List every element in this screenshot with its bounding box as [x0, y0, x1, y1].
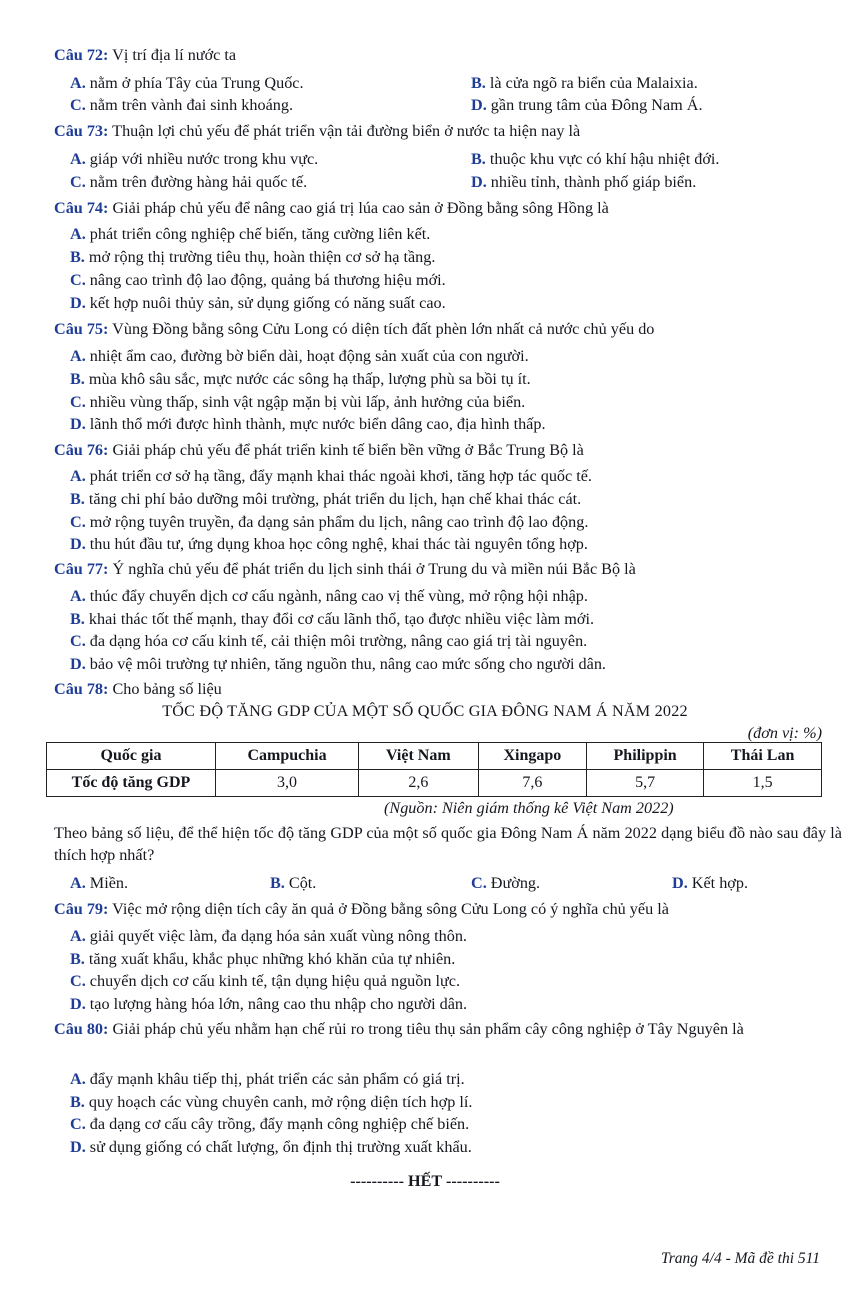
- question-80: [54, 1018, 842, 1040]
- question-number: Câu 80:: [54, 1020, 109, 1038]
- option-c: C. mở rộng tuyên truyền, đa dạng sản phẩm du lịch, nâng cao trình độ lao động.: [70, 513, 589, 531]
- table-cell: Quốc gia: [47, 743, 216, 770]
- question-78-prompt: Theo bảng số liệu, để thể hiện tốc độ tăng GDP của một số quốc gia Đông Nam Á năm 2022 dạng biểu đồ nào sau đây là thích hợp nhất?: [54, 824, 842, 865]
- option-b: B. tăng chi phí bảo dưỡng môi trường, phát triển du lịch, hạn chế khai thác cát.: [70, 490, 582, 508]
- table-cell: 7,6: [478, 770, 586, 797]
- table-header-row: [47, 743, 822, 770]
- option-d: D. sử dụng giống có chất lượng, ổn định thị trường xuất khẩu.: [70, 1138, 472, 1156]
- option-b: B. khai thác tốt thế mạnh, thay đổi cơ cấu lãnh thổ, tạo được nhiều việc làm mới.: [70, 610, 595, 628]
- table-cell: 1,5: [704, 770, 822, 797]
- option-b: B. là cửa ngõ ra biển của Malaixia.: [471, 74, 698, 92]
- gdp-table: [46, 742, 822, 797]
- table-cell: 3,0: [216, 770, 359, 797]
- option-d: D. kết hợp nuôi thủy sản, sử dụng giống có năng suất cao.: [70, 294, 446, 312]
- option-b: B. tăng xuất khẩu, khắc phục những khó khăn của tự nhiên.: [70, 950, 456, 968]
- option-c: C. nâng cao trình độ lao động, quảng bá thương hiệu mới.: [70, 271, 446, 289]
- table-cell: 5,7: [587, 770, 704, 797]
- question-number: Câu 72:: [54, 46, 109, 64]
- end-marker: ---------- HẾT ----------: [350, 1172, 500, 1190]
- question-number: Câu 73:: [54, 122, 109, 140]
- table-cell: Việt Nam: [359, 743, 479, 770]
- option-c: C. nằm trên vành đai sinh khoáng.: [70, 96, 293, 114]
- table-cell: Xingapo: [478, 743, 586, 770]
- question-74: [54, 197, 844, 219]
- question-text: Thuận lợi chủ yếu để phát triển vận tải đường biển ở nước ta hiện nay là: [108, 122, 581, 140]
- question-text: Vị trí địa lí nước ta: [108, 46, 237, 64]
- option-c: C. Đường.: [471, 874, 541, 892]
- table-cell: 2,6: [359, 770, 479, 797]
- option-a: A. nằm ở phía Tây của Trung Quốc.: [70, 74, 304, 92]
- table-cell: Thái Lan: [704, 743, 822, 770]
- option-a: A. nhiệt ẩm cao, đường bờ biển dài, hoạt động sản xuất của con người.: [70, 347, 529, 365]
- option-a: A. phát triển công nghiệp chế biến, tăng cường liên kết.: [70, 225, 431, 243]
- option-a: A. thúc đẩy chuyển dịch cơ cấu ngành, nâng cao vị thế vùng, mở rộng hội nhập.: [70, 587, 588, 605]
- table-unit: (đơn vị: %): [747, 724, 822, 742]
- table-title: TỐC ĐỘ TĂNG GDP CỦA MỘT SỐ QUỐC GIA ĐÔNG NAM Á NĂM 2022: [162, 702, 688, 720]
- option-d: D. lãnh thổ mới được hình thành, mực nước biển dâng cao, địa hình thấp.: [70, 415, 546, 433]
- table-source: (Nguồn: Niên giám thống kê Việt Nam 2022): [384, 799, 674, 817]
- question-number: Câu 79:: [54, 900, 109, 918]
- page-footer: Trang 4/4 - Mã đề thi 511: [660, 1250, 820, 1267]
- option-d: D. thu hút đầu tư, ứng dụng khoa học công nghệ, khai thác tài nguyên tổng hợp.: [70, 535, 588, 553]
- question-text: Ý nghĩa chủ yếu để phát triển du lịch sinh thái ở Trung du và miền núi Bắc Bộ là: [108, 560, 636, 578]
- question-77: [54, 558, 844, 580]
- option-d: D. gần trung tâm của Đông Nam Á.: [471, 96, 703, 114]
- question-number: Câu 76:: [54, 441, 109, 459]
- table-row: [47, 770, 822, 797]
- question-text: Cho bảng số liệu: [108, 680, 222, 698]
- option-d: D. bảo vệ môi trường tự nhiên, tăng nguồn thu, nâng cao mức sống cho người dân.: [70, 655, 606, 673]
- table-cell: Tốc độ tăng GDP: [47, 770, 216, 797]
- option-c: C. nằm trên đường hàng hải quốc tế.: [70, 173, 308, 191]
- option-a: A. giải quyết việc làm, đa dạng hóa sản xuất vùng nông thôn.: [70, 927, 467, 945]
- option-c: C. đa dạng cơ cấu cây trồng, đẩy mạnh công nghiệp chế biến.: [70, 1115, 470, 1133]
- option-b: B. mở rộng thị trường tiêu thụ, hoàn thiện cơ sở hạ tầng.: [70, 248, 436, 266]
- question-78: [54, 678, 844, 700]
- question-text: Giải pháp chủ yếu nhằm hạn chế rủi ro trong tiêu thụ sản phẩm cây công nghiệp ở Tây Nguyên là: [108, 1020, 744, 1038]
- table-cell: Campuchia: [216, 743, 359, 770]
- option-a: A. Miền.: [70, 874, 129, 892]
- question-76: [54, 439, 844, 461]
- question-text: Việc mở rộng diện tích cây ăn quả ở Đồng bằng sông Cửu Long có ý nghĩa chủ yếu là: [108, 900, 669, 918]
- option-c: C. nhiều vùng thấp, sinh vật ngập mặn bị vùi lấp, ảnh hưởng của biển.: [70, 393, 526, 411]
- option-b: B. quy hoạch các vùng chuyên canh, mở rộng diện tích hợp lí.: [70, 1093, 473, 1111]
- question-79: [54, 898, 844, 920]
- option-d: D. Kết hợp.: [672, 874, 749, 892]
- table-cell: Philippin: [587, 743, 704, 770]
- option-d: D. tạo lượng hàng hóa lớn, nâng cao thu nhập cho người dân.: [70, 995, 468, 1013]
- option-a: A. giáp với nhiều nước trong khu vực.: [70, 150, 319, 168]
- question-number: Câu 74:: [54, 199, 109, 217]
- option-a: A. đẩy mạnh khâu tiếp thị, phát triển các sản phẩm có giá trị.: [70, 1070, 465, 1088]
- question-number: Câu 75:: [54, 320, 109, 338]
- question-number: Câu 77:: [54, 560, 109, 578]
- question-text: Vùng Đồng bằng sông Cửu Long có diện tích đất phèn lớn nhất cả nước chủ yếu do: [108, 320, 655, 338]
- question-text: Giải pháp chủ yếu để nâng cao giá trị lúa cao sản ở Đồng bằng sông Hồng là: [108, 199, 609, 217]
- question-75: [54, 318, 844, 340]
- option-c: C. chuyển dịch cơ cấu kinh tế, tận dụng hiệu quả nguồn lực.: [70, 972, 461, 990]
- option-b: B. thuộc khu vực có khí hậu nhiệt đới.: [471, 150, 720, 168]
- option-b: B. mùa khô sâu sắc, mực nước các sông hạ thấp, lượng phù sa bồi tụ ít.: [70, 370, 531, 388]
- option-b: B. Cột.: [270, 874, 317, 892]
- option-a: A. phát triển cơ sở hạ tầng, đẩy mạnh khai thác ngoài khơi, tăng hợp tác quốc tế.: [70, 467, 592, 485]
- question-number: Câu 78:: [54, 680, 109, 698]
- question-72: [54, 44, 844, 66]
- question-text: Giải pháp chủ yếu để phát triển kinh tế biển bền vững ở Bắc Trung Bộ là: [108, 441, 584, 459]
- question-73: [54, 120, 844, 142]
- option-d: D. nhiều tỉnh, thành phố giáp biển.: [471, 173, 697, 191]
- option-c: C. đa dạng hóa cơ cấu kinh tế, cải thiện môi trường, nâng cao giá trị tài nguyên.: [70, 632, 588, 650]
